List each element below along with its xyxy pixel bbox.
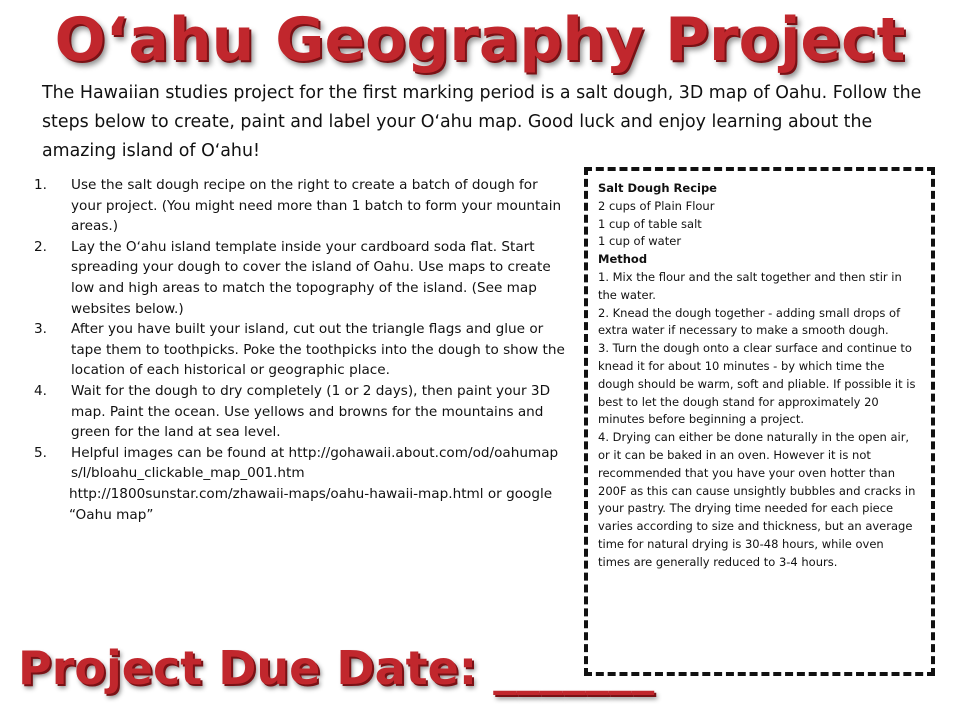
recipe-ingredient: 1 cup of water — [598, 234, 682, 249]
step-number: 2. — [34, 238, 47, 255]
step-text: Use the salt dough recipe on the right to create a batch of dough for your project. (You might need more than 1 batch to form your mountain areas.) — [71, 177, 562, 235]
step-extra-links: http://1800sunstar.com/zhawaii-maps/oahu-hawaii-map.html or google “Oahu map” — [69, 485, 553, 523]
step-item — [32, 381, 566, 443]
salt-dough-recipe-box — [584, 167, 935, 676]
recipe-ingredient: 1 cup of table salt — [598, 216, 702, 231]
step-number: 4. — [34, 382, 47, 399]
page-title: Oʻahu Geography Project — [54, 5, 906, 75]
recipe-method-step: 4. Drying can either be done naturally in the open air, or it can be baked in an oven. However it is not recommended that you have your oven hotter than 200F as this can cause unsightly bubbles and cracks in your pastry. The drying time needed for each piece varies according to size and thickness, but an average time for natural drying is 30-48 hours, while oven times are generally reduced to 3-4 hours. — [598, 430, 916, 569]
step-item — [32, 443, 566, 525]
step-item — [32, 237, 566, 319]
intro-paragraph: The Hawaiian studies project for the first marking period is a salt dough, 3D map of Oahu. Follow the steps below to create, paint and label your Oʻahu map. Good luck and enjoy learning about the amazing island of Oʻahu! — [42, 83, 922, 161]
recipe-ingredient: 2 cups of Plain Flour — [598, 198, 715, 213]
recipe-heading: Salt Dough Recipe — [598, 181, 717, 195]
step-text: Lay the Oʻahu island template inside your cardboard soda flat. Start spreading your dough to cover the island of Oahu. Use maps to create low and high areas to match the topography of the island. (See map websites below.) — [71, 238, 551, 317]
step-number: 5. — [34, 444, 47, 461]
recipe-method-step: 2. Knead the dough together - adding small drops of extra water if necessary to make a smooth dough. — [598, 305, 901, 338]
step-text: Wait for the dough to dry completely (1 or 2 days), then paint your 3D map. Paint the ocean. Use yellows and browns for the mountains and green for the land at sea level. — [71, 382, 551, 441]
step-item — [32, 175, 566, 237]
project-due-date: Project Due Date: _______ — [18, 641, 655, 695]
recipe-method-step: 1. Mix the flour and the salt together and then stir in the water. — [598, 269, 902, 302]
step-number: 1. — [34, 177, 47, 193]
step-text: After you have built your island, cut out the triangle flags and glue or tape them to toothpicks. Poke the toothpicks into the dough to show the location of each historical or geographic place. — [71, 321, 565, 379]
step-item — [32, 319, 566, 381]
recipe-method-label: Method — [598, 252, 648, 267]
step-text: Helpful images can be found at http://gohawaii.about.com/od/oahumaps/l/bloahu_clickable_map_001.htm — [71, 444, 559, 482]
recipe-method-step: 3. Turn the dough onto a clear surface and continue to knead it for about 10 minutes - by which time the dough should be warm, soft and pliable. If possible it is best to let the dough stand for approximately 20 minutes before beginning a project. — [598, 341, 916, 427]
steps-list — [32, 175, 566, 525]
step-number: 3. — [34, 321, 47, 338]
